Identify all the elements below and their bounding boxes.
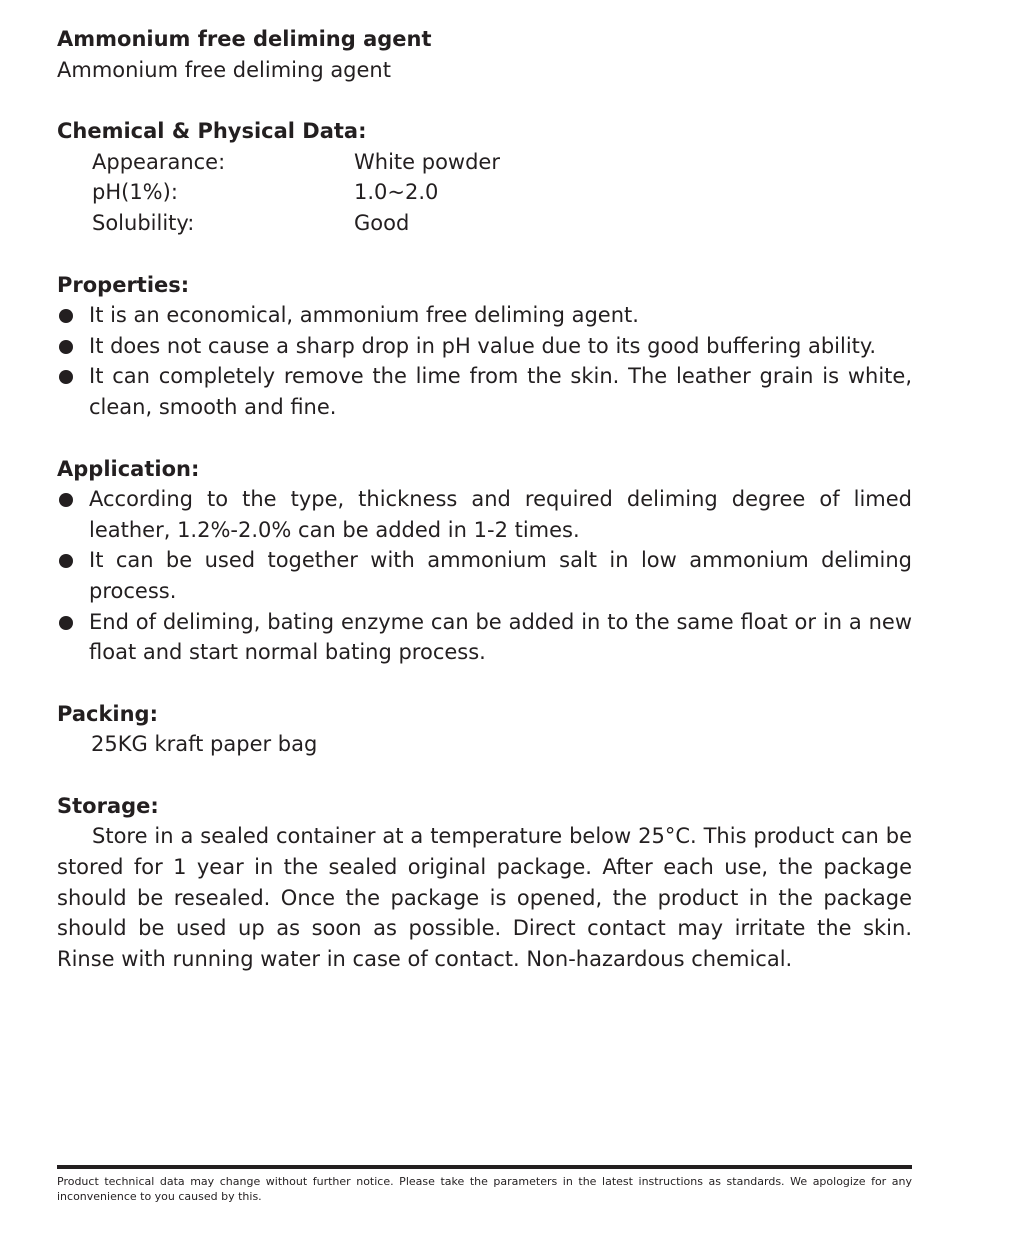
storage-heading: Storage: [57, 793, 159, 818]
data-row-ph [57, 177, 912, 208]
footer [57, 1165, 912, 1204]
bullet-icon [59, 616, 73, 630]
data-label: pH(1%): [92, 180, 178, 205]
data-label: Appearance: [92, 149, 226, 174]
data-row-appearance [57, 147, 912, 178]
list-item-text: According to the type, thickness and required deliming degree of limed leather, 1.2%-2.0% can be added in 1-2 times. [89, 487, 912, 542]
datasheet [57, 24, 912, 1005]
data-value: 1.0~2.0 [354, 180, 439, 205]
bullet-icon [59, 493, 73, 507]
data-label: Solubility: [92, 210, 195, 235]
product-title: Ammonium free deliming agent [57, 27, 432, 51]
list-item [57, 607, 912, 668]
application-section [57, 454, 912, 668]
properties-list [57, 300, 912, 422]
application-heading: Application: [57, 456, 200, 481]
bullet-icon [59, 370, 73, 384]
list-item-text: End of deliming, bating enzyme can be added in to the same float or in a new float and start normal bating process. [89, 609, 912, 665]
list-item-text: It can be used together with ammonium salt in low ammonium deliming process. [89, 548, 912, 603]
footer-disclaimer: Product technical data may change without further notice. Please take the parameters in the latest instructions as standards. We apologize for any inconvenience to you caused by this. [57, 1175, 912, 1203]
list-item [57, 331, 912, 362]
packing-heading: Packing: [57, 701, 158, 726]
packing-section [57, 699, 912, 760]
data-value: White powder [354, 149, 500, 174]
bullet-icon [59, 309, 73, 323]
data-row-solubility [57, 208, 912, 239]
bullet-icon [59, 554, 73, 568]
list-item-text: It does not cause a sharp drop in pH value due to its good buffering ability. [89, 333, 877, 358]
list-item [57, 545, 912, 606]
data-value: Good [354, 210, 410, 235]
packing-text: 25KG kraft paper bag [91, 732, 318, 757]
chemical-physical-heading: Chemical & Physical Data: [57, 119, 367, 144]
product-subtitle: Ammonium free deliming agent [57, 57, 391, 82]
properties-section [57, 270, 912, 423]
list-item [57, 361, 912, 422]
properties-heading: Properties: [57, 272, 190, 297]
footer-divider [57, 1165, 912, 1169]
application-list [57, 484, 912, 668]
bullet-icon [59, 340, 73, 354]
list-item-text: It can completely remove the lime from the skin. The leather grain is white, clean, smooth and fine. [89, 364, 912, 419]
chemical-physical-section [57, 116, 912, 238]
list-item [57, 300, 912, 331]
storage-section [57, 791, 912, 975]
list-item-text: It is an economical, ammonium free deliming agent. [89, 303, 639, 328]
storage-text: Store in a sealed container at a temperature below 25°C. This product can be stored for 1 year in the sealed original package. After each use, the package should be resealed. Once the package is opened, the product in the package should be used up as soon as possible. Direct contact may irritate the skin. Rinse with running water in case of contact. Non-hazardous chemical. [57, 824, 912, 971]
list-item [57, 484, 912, 545]
